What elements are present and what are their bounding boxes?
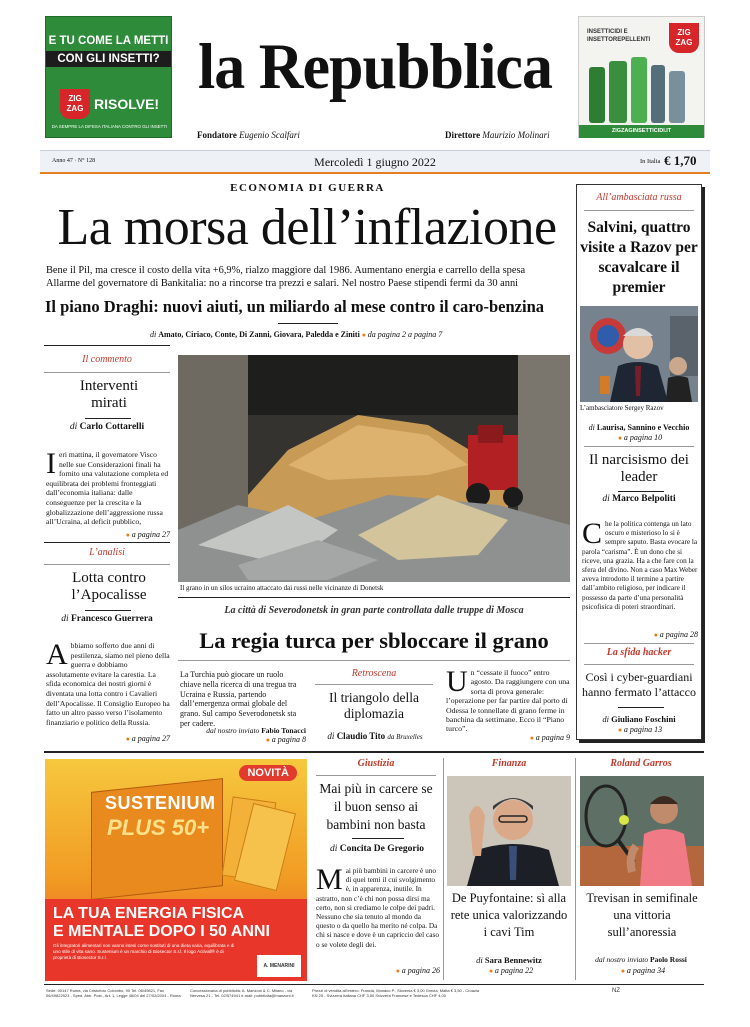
ad-sustenium-slogan2: E MENTALE DOPO I 50 ANNI bbox=[53, 923, 270, 940]
lead-sub1: Bene il Pil, ma cresce il costo della vita +6,9%, rialzo maggiore dal 1986. Aumentano energia e carrello della spesa bbox=[46, 265, 526, 276]
ad-right-product-cans bbox=[589, 57, 697, 123]
narcisismo-title[interactable]: Il narcisismo dei leader bbox=[589, 452, 689, 485]
ad-left[interactable] bbox=[45, 16, 172, 138]
turkey-kicker: La città di Severodonetsk in gran parte controllata dalle truppe di Mosca bbox=[224, 605, 524, 616]
ad-sustenium-sachets bbox=[227, 799, 287, 889]
price-label: In Italia bbox=[640, 158, 661, 165]
footer-code: NZ bbox=[612, 988, 620, 994]
turkey-author-prefix: dal nostro inviato bbox=[206, 726, 260, 735]
finanza-photo[interactable] bbox=[447, 776, 571, 886]
ad-right-footer bbox=[579, 125, 704, 138]
analisi-body-text: bbiamo sofferto due anni di pestilenza, siamo nel pieno della guerra e dobbiamo assolutamente evitare la carestia. La sfida economica dei nostri giorni è diventata una lotta contro i Cavalieri dell’Apocalisse. Il Consiglio Europeo ha fatto un altro passo verso l’isolamento finanziario e politico della Russia. bbox=[46, 641, 170, 727]
retroscena-author-name: Claudio Tito bbox=[336, 731, 386, 741]
narcisismo-author-name: Marco Belpoliti bbox=[612, 494, 676, 504]
hacker-author bbox=[578, 714, 700, 724]
garros-photo-image bbox=[580, 776, 704, 886]
commento-kicker: Il commento bbox=[82, 354, 132, 365]
ad-sustenium-fine-print: Gli integratori alimentari non vanno intesi come sostituti di una dieta varia, equilibrata e di uno stile di vita sano. Sustenium è un marchio di Biosector S.r.l. Il logo Activall® è di proprietà di Biosector S.r.l. bbox=[53, 943, 235, 960]
lead-pages[interactable]: ● da pagina 2 a pagina 7 bbox=[362, 330, 442, 339]
narcisismo-dropcap: C bbox=[582, 520, 603, 550]
finanza-author-name: Sara Bennewitz bbox=[484, 955, 542, 965]
commento-dropcap: I bbox=[46, 450, 56, 480]
ad-left-line1: E TU COME LA METTI bbox=[48, 35, 169, 47]
hacker-author-prefix: di bbox=[602, 714, 609, 724]
giustizia-page[interactable]: ● a pagina 26 bbox=[370, 966, 440, 975]
analisi-dropcap: A bbox=[46, 641, 68, 671]
analisi-body bbox=[46, 641, 170, 734]
salvini-photo-image bbox=[580, 306, 698, 402]
lead-sub2: Allarme del governatore di Bankitalia: no a rincorse tra prezzi e salari. Nel nostro Paese stipendi fermi da 30 anni bbox=[46, 278, 519, 289]
ad-sustenium-badge: NOVITÀ bbox=[239, 765, 297, 781]
giustizia-author-prefix: di bbox=[329, 844, 338, 854]
finanza-photo-image bbox=[447, 776, 571, 886]
narcisismo-body bbox=[582, 520, 698, 626]
retroscena-kicker: Retroscena bbox=[351, 668, 397, 679]
giustizia-author-name: Concita De Gregorio bbox=[339, 844, 424, 854]
garros-author bbox=[578, 955, 704, 964]
commento-page[interactable]: ● a pagina 27 bbox=[100, 530, 170, 539]
salvini-authors-names: Laurisa, Sannino e Vecchio bbox=[596, 423, 690, 432]
footer-col3: Prezzi di vendita all’estero: Francia, Monaco P., Slovenia € 3,00 Grecia, Malta € 3,50 - Croazia KN 25 - Svizzera Italiana CHF 3,50 Svizzera Francese e Tedesca CHF 4,00 bbox=[312, 988, 480, 998]
commento-body-text: eri mattina, il governatore Visco nelle sue Considerazioni finali ha fornito una valutazione completa ed equilibrata dei problemi fronteggiati dall’economia italiana: dalle conseguenze per la crescita e la globalizzazione dell’aggressione russa all’Ucraina, al deficit pubblico, bbox=[46, 450, 169, 527]
retroscena-author bbox=[310, 731, 440, 741]
salvini-headline[interactable]: Salvini, quattro visite a Razov per scavalcare il premier bbox=[580, 219, 698, 296]
retroscena-body-text: n “cessate il fuoco” entro agosto. Da raggiungere con una sorta di prova generale: l’operazione per far partire dal porto di Odessa le tonnellate di grano ferme in banchina da settimane. Ecco il “Piano turco”. bbox=[446, 668, 570, 734]
masthead-title[interactable]: la Repubblica bbox=[198, 31, 552, 103]
narcisismo-author-prefix: di bbox=[602, 494, 610, 504]
retroscena-page[interactable]: ● a pagina 9 bbox=[500, 733, 570, 742]
garros-photo[interactable] bbox=[580, 776, 704, 886]
price: € 1,70 bbox=[664, 153, 697, 168]
analisi-author-prefix: di bbox=[61, 614, 69, 624]
footer-col2: Concessionaria di pubblicità: A. Manzoni & C. Milano - via Nervesa 21 - Tel. 02/574941 e-mail: pubblicita@manzoni.it bbox=[190, 988, 294, 998]
ad-right-brand-logo: ZIG ZAG bbox=[669, 23, 699, 53]
hacker-kicker: La sfida hacker bbox=[606, 647, 672, 658]
giustizia-author bbox=[312, 844, 442, 854]
garros-title[interactable]: Trevisan in semifinale una vittoria sull’anoressia bbox=[586, 891, 698, 939]
finanza-author-prefix: di bbox=[476, 955, 483, 965]
ad-right-line1: INSETTICIDI E bbox=[587, 29, 628, 35]
retroscena-dropcap: U bbox=[446, 668, 468, 698]
narcisismo-body-text: he la politica contenga un lato oscuro e misterioso lo si è sempre saputo. Basta evocare la parola “carisma”. È un dono che si riceve, una grazia. Ha a che fare con la sfera del divino. Non a caso Max Weber aveva introdotto il termine a partire dall’ambito religioso, per indicare il possesso da parte d’una personalità psicofisica di poteri straordinari. bbox=[582, 520, 698, 611]
retroscena-body bbox=[446, 668, 570, 736]
salvini-authors-prefix: di bbox=[588, 423, 595, 432]
finanza-author bbox=[446, 955, 572, 965]
retroscena-author-prefix: di bbox=[327, 731, 335, 741]
ad-right-line2: INSETTOREPELLENTI bbox=[587, 37, 651, 43]
turkey-author-name: Fabio Tonacci bbox=[261, 726, 306, 735]
salvini-page[interactable]: ● a pagina 10 bbox=[610, 433, 670, 442]
ad-sustenium-maker: A. MENARINI bbox=[257, 955, 301, 977]
lead-headline[interactable]: La morsa dell’inflazione bbox=[57, 199, 557, 256]
commento-body bbox=[46, 450, 170, 535]
garros-kicker: Roland Garros bbox=[610, 758, 672, 769]
garros-page[interactable]: ● a pagina 34 bbox=[608, 966, 678, 975]
ad-left-line2: CON GLI INSETTI? bbox=[46, 51, 171, 67]
director-label: Direttore bbox=[445, 130, 481, 140]
ad-left-tagline: RISOLVE! bbox=[94, 96, 160, 112]
hacker-author-name: Giuliano Foschini bbox=[611, 714, 676, 724]
giustizia-kicker: Giustizia bbox=[357, 758, 395, 769]
commento-author bbox=[44, 422, 170, 432]
commento-author-name: Carlo Cottarelli bbox=[79, 422, 145, 432]
lead-section: ECONOMIA DI GUERRA bbox=[205, 182, 410, 194]
giustizia-dropcap: M bbox=[316, 866, 343, 896]
footer-col1: Sede: 00147 Roma, via Cristoforo Colombo, 90 Tel. 06/49821, Fax 06/49822923 - Sped. Abb. Post., Art. 1, Legge 46/04 del 27/02/2004 - Roma bbox=[46, 988, 181, 998]
narcisismo-author bbox=[578, 494, 700, 504]
garros-author-name: Paolo Rossi bbox=[650, 955, 687, 964]
turkey-author bbox=[180, 726, 306, 735]
ad-left-footer: DA SEMPRE LA DIFESA ITALIANA CONTRO GLI INSETTI bbox=[51, 124, 168, 129]
lead-authors bbox=[150, 330, 580, 339]
finanza-title[interactable]: De Puyfontaine: sì alla rete unica valorizzando i cavi Tim bbox=[450, 891, 568, 939]
main-photo-grain-silo[interactable] bbox=[178, 355, 570, 582]
lead-authors-names: Amato, Ciriaco, Conte, Di Zanni, Giovara, Paledda e Ziniti bbox=[158, 330, 360, 339]
hacker-page[interactable]: ● a pagina 13 bbox=[610, 725, 670, 734]
garros-author-prefix: dal nostro inviato bbox=[595, 955, 649, 964]
finanza-kicker: Finanza bbox=[491, 758, 527, 769]
main-photo-caption: Il grano in un silos ucraino attaccato dai russi nelle vicinanze di Donetsk bbox=[180, 584, 384, 592]
narcisismo-page[interactable]: ● a pagina 28 bbox=[628, 630, 698, 639]
retroscena-title[interactable]: Il triangolo della diplomazia bbox=[329, 690, 419, 721]
analisi-kicker: L’analisi bbox=[89, 547, 125, 558]
giustizia-body-text: ai più bambini in carcere è uno di quei temi il cui svolgimento è, in apparenza, inutile. In astratto, non c’è chi non possa dirsi ma certo, non si crediamo le colpe dei padri. Nessuno che sia tenuto al mondo da questo o da quello ha merito né colpa. Da chi si nasce e dove è un capriccio del caso o se volete degli dei. bbox=[316, 866, 439, 949]
ad-sustenium-slogan1: LA TUA ENERGIA FISICA bbox=[53, 905, 245, 922]
analisi-page[interactable]: ● a pagina 27 bbox=[100, 734, 170, 743]
lead-secondary-headline[interactable]: Il piano Draghi: nuovi aiuti, un miliardo al mese contro il caro-benzina bbox=[45, 297, 545, 316]
salvini-caption: L’ambasciatore Sergey Razov bbox=[580, 404, 664, 412]
retroscena-place: da Bruxelles bbox=[387, 733, 423, 741]
turkey-body: La Turchia può giocare un ruolo chiave nella ricerca di una tregua tra Ucraina e Russia, partendo dall’emergenza ormai globale del grano. Sul campo Severodonetsk sta per cadere. bbox=[180, 670, 297, 728]
analisi-author bbox=[44, 614, 170, 624]
giustizia-title[interactable]: Mai più in carcere se il buon senso ai bambini non basta bbox=[319, 781, 433, 832]
founder-label: Fondatore bbox=[197, 130, 237, 140]
ad-sustenium[interactable] bbox=[45, 759, 307, 981]
director-name: Maurizio Molinari bbox=[482, 130, 550, 140]
salvini-authors bbox=[578, 423, 700, 432]
ad-left-brand-logo: ZIG ZAG bbox=[60, 89, 90, 119]
analisi-author-name: Francesco Guerrera bbox=[70, 614, 153, 624]
analisi-title[interactable]: Lotta contro l’Apocalisse bbox=[71, 570, 147, 603]
salvini-photo-razov[interactable] bbox=[580, 306, 698, 402]
ad-sustenium-plus: PLUS 50+ bbox=[107, 815, 210, 840]
giustizia-body bbox=[316, 866, 440, 964]
commento-author-prefix: di bbox=[69, 422, 78, 432]
masthead-director bbox=[445, 130, 550, 140]
issue-number: Anno 47 · N° 128 bbox=[52, 158, 96, 164]
main-photo-image bbox=[178, 355, 570, 582]
ad-right-footer-text: ZIGZAGINSETTICIDI.IT bbox=[611, 128, 672, 134]
hacker-title[interactable]: Così i cyber-guardiani hanno fermato l’attacco bbox=[582, 670, 696, 699]
turkey-headline[interactable]: La regia turca per sbloccare il grano bbox=[199, 628, 549, 653]
salvini-kicker: All’ambasciata russa bbox=[596, 192, 682, 203]
ad-sustenium-brand: SUSTENIUM bbox=[105, 793, 216, 813]
ad-right[interactable] bbox=[578, 16, 705, 138]
issue-date: Mercoledì 1 giugno 2022 bbox=[314, 155, 436, 169]
masthead-founder bbox=[197, 130, 300, 140]
finanza-page[interactable]: ● a pagina 22 bbox=[476, 966, 546, 975]
founder-name: Eugenio Scalfari bbox=[239, 130, 300, 140]
lead-authors-prefix: di bbox=[150, 330, 157, 339]
turkey-page[interactable]: ● a pagina 8 bbox=[236, 735, 306, 744]
commento-title[interactable]: Interventi mirati bbox=[79, 378, 139, 411]
